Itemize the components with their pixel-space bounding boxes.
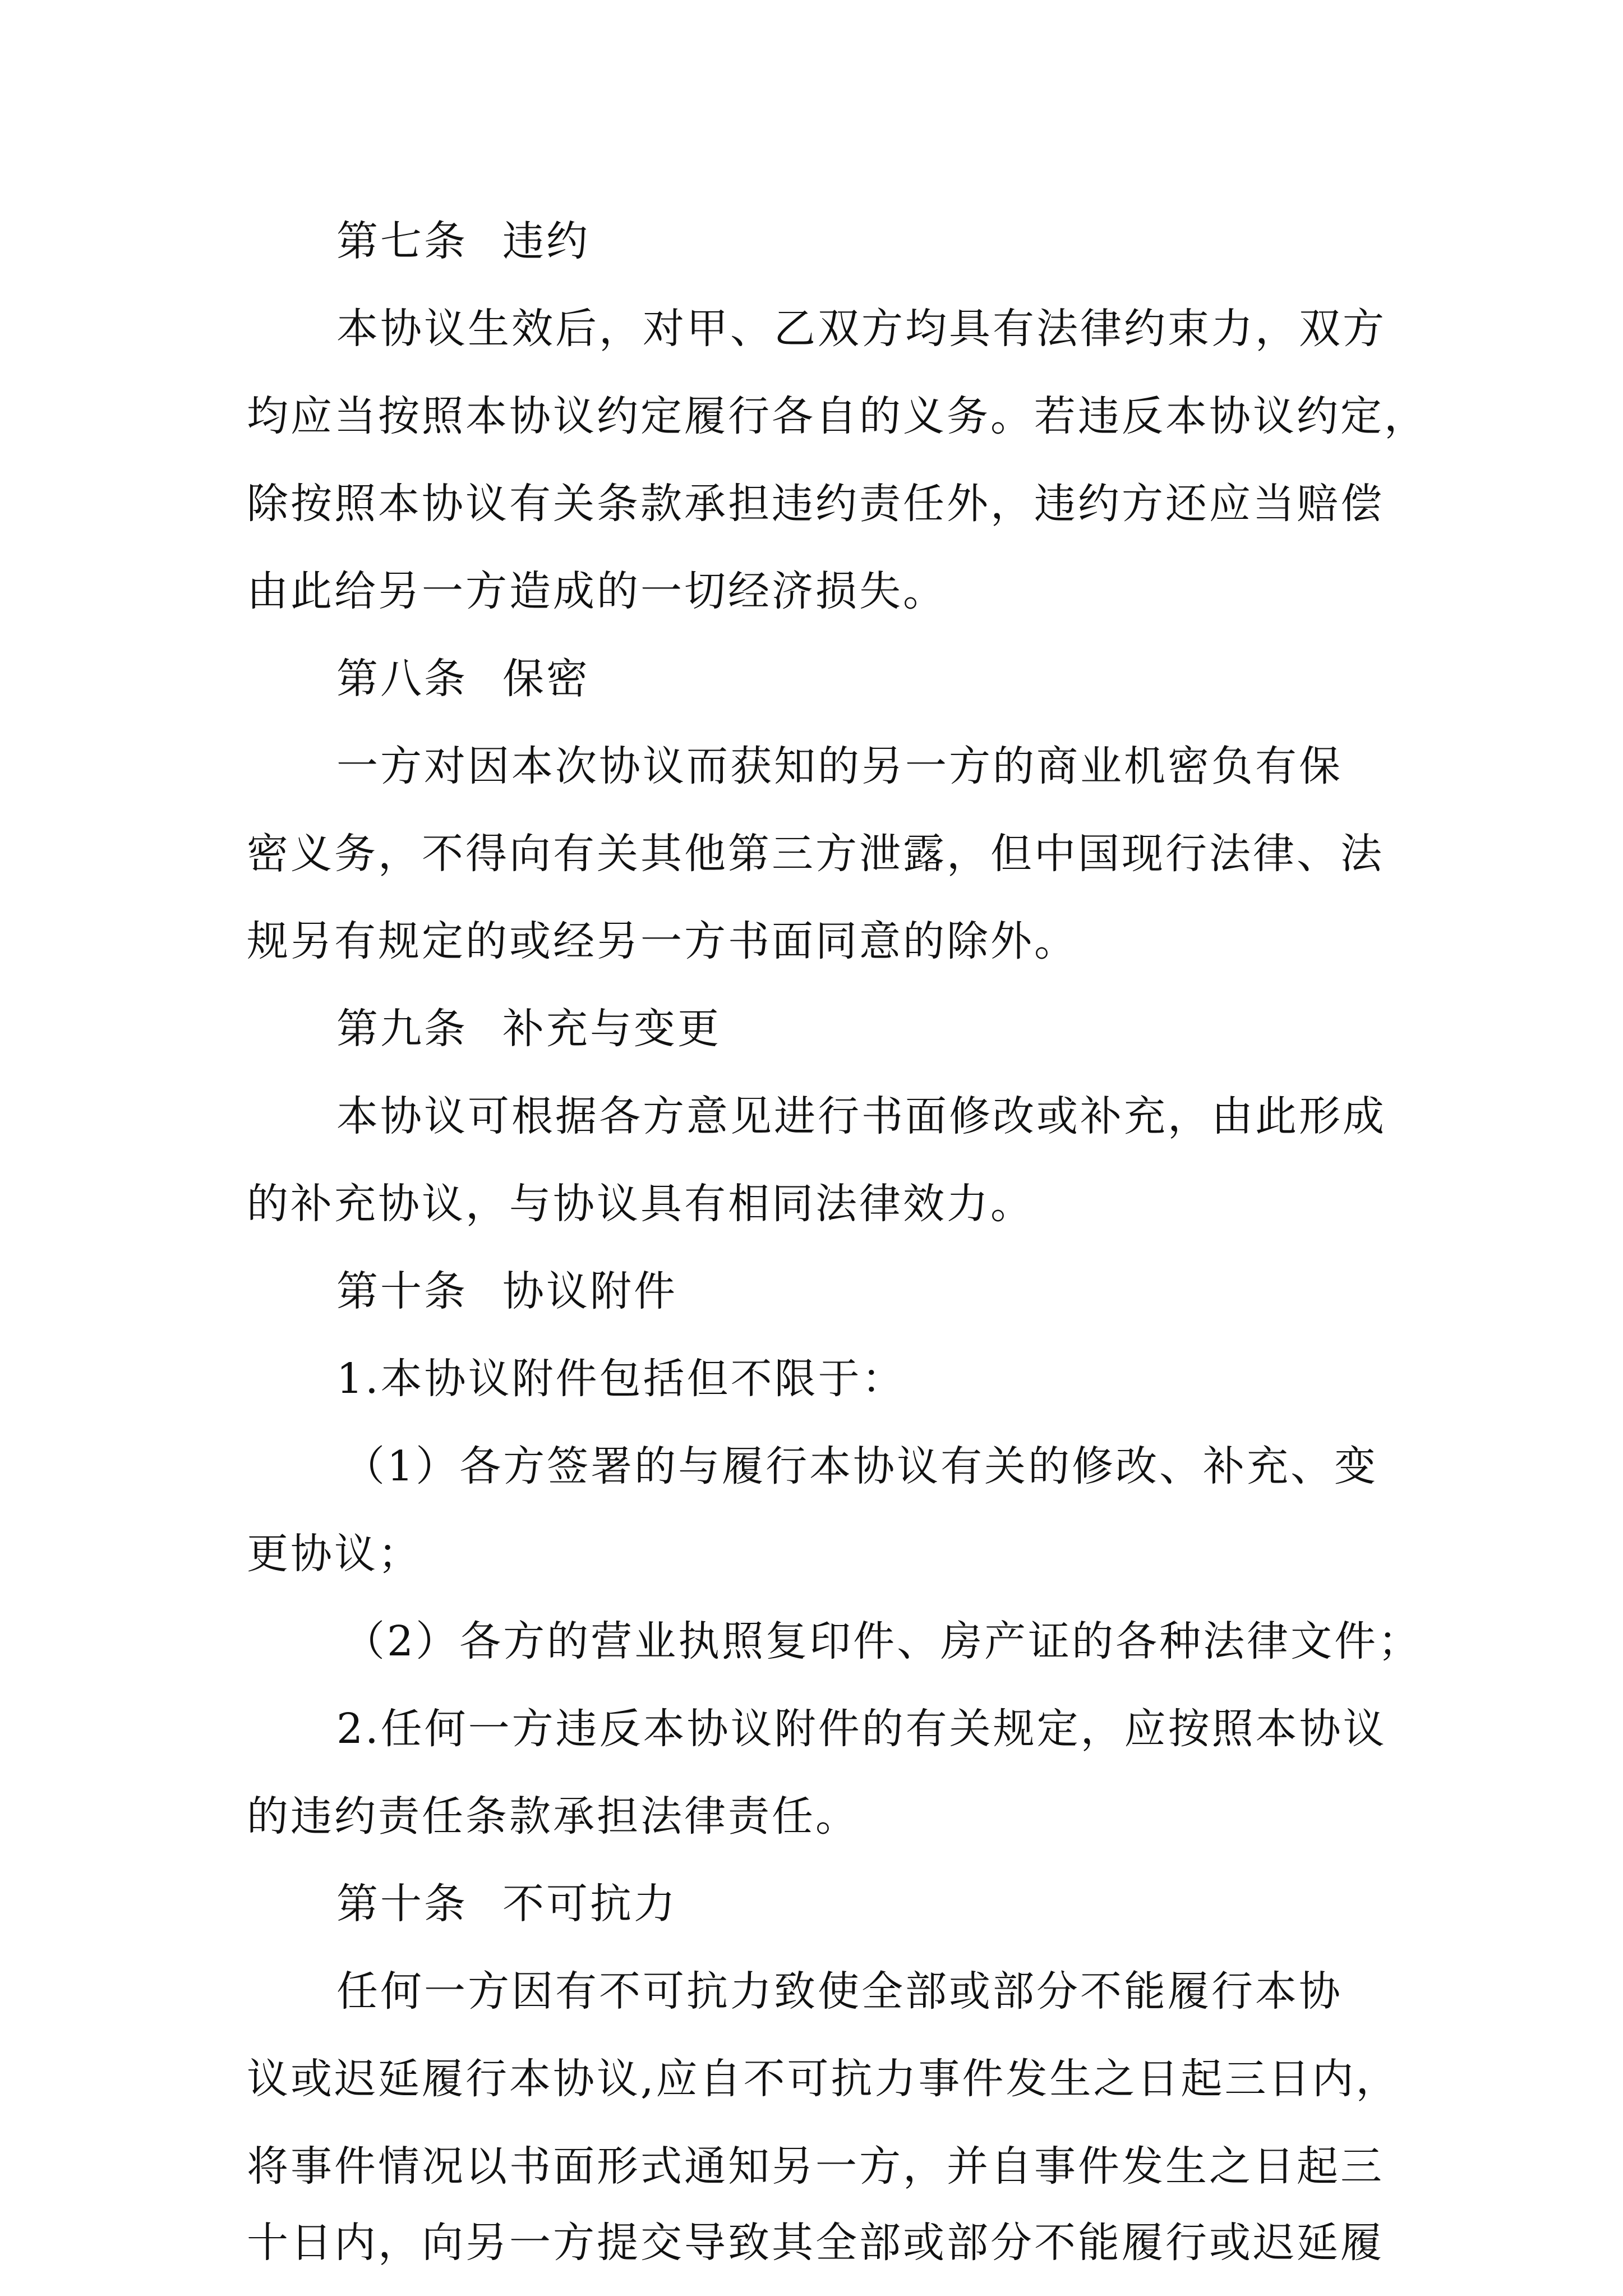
article-9-heading xyxy=(336,985,1447,1073)
article-force-majeure-title: 不可抗力 xyxy=(502,1880,677,1928)
article-10-number: 第十条 xyxy=(336,1267,468,1315)
article-7-heading xyxy=(336,197,1447,285)
article-force-majeure-line-4: 十日内，向另一方提交导致其全部或部分不能履行或迟延履 xyxy=(247,2219,1384,2267)
article-10-line-5: 2.任何一方违反本协议附件的有关规定，应按照本协议 xyxy=(336,1705,1387,1753)
article-7-line-2: 均应当按照本协议约定履行各自的义务。若违反本协议约定， xyxy=(247,392,1428,440)
article-8-number: 第八条 xyxy=(336,655,468,703)
article-10-line-3: 更协议； xyxy=(247,1530,422,1578)
article-7-number: 第七条 xyxy=(336,217,468,265)
article-force-majeure-heading xyxy=(336,1860,1447,1948)
article-9-title: 补充与变更 xyxy=(502,1005,721,1053)
article-9-number: 第九条 xyxy=(336,1005,468,1053)
article-force-majeure-line-1: 任何一方因有不可抗力致使全部或部分不能履行本协 xyxy=(336,1967,1343,2016)
article-8-line-2: 密义务，不得向有关其他第三方泄露，但中国现行法律、法 xyxy=(247,830,1384,878)
article-10-line-4: （2）各方的营业执照复印件、房产证的各种法律文件； xyxy=(343,1617,1422,1665)
article-8-title: 保密 xyxy=(502,655,590,703)
article-force-majeure-line-2: 议或迟延履行本协议,应自不可抗力事件发生之日起三日内， xyxy=(247,2055,1400,2103)
article-8-line-1: 一方对因本次协议而获知的另一方的商业机密负有保 xyxy=(336,742,1343,790)
article-10-title: 协议附件 xyxy=(502,1267,677,1315)
article-10-line-2: （1）各方签署的与履行本协议有关的修改、补充、变 xyxy=(343,1442,1378,1490)
article-8-heading xyxy=(336,635,1447,723)
article-7-title: 违约 xyxy=(502,217,590,265)
article-force-majeure-line-3: 将事件情况以书面形式通知另一方，并自事件发生之日起三 xyxy=(247,2142,1384,2191)
article-10-heading xyxy=(336,1248,1447,1335)
article-force-majeure-number: 第十条 xyxy=(336,1880,468,1928)
article-10-line-6: 的违约责任条款承担法律责任。 xyxy=(247,1792,859,1841)
article-8-line-3: 规另有规定的或经另一方书面同意的除外。 xyxy=(247,917,1078,965)
article-7-line-3: 除按照本协议有关条款承担违约责任外，违约方还应当赔偿 xyxy=(247,480,1384,528)
article-10-line-1: 1.本协议附件包括但不限于： xyxy=(336,1355,906,1403)
article-7-line-4: 由此给另一方造成的一切经济损失。 xyxy=(247,567,947,615)
article-7-line-1: 本协议生效后，对甲、乙双方均具有法律约束力，双方 xyxy=(336,305,1386,353)
article-9-line-1: 本协议可根据各方意见进行书面修改或补充，由此形成 xyxy=(336,1092,1386,1140)
article-9-line-2: 的补充协议，与协议具有相同法律效力。 xyxy=(247,1180,1034,1228)
